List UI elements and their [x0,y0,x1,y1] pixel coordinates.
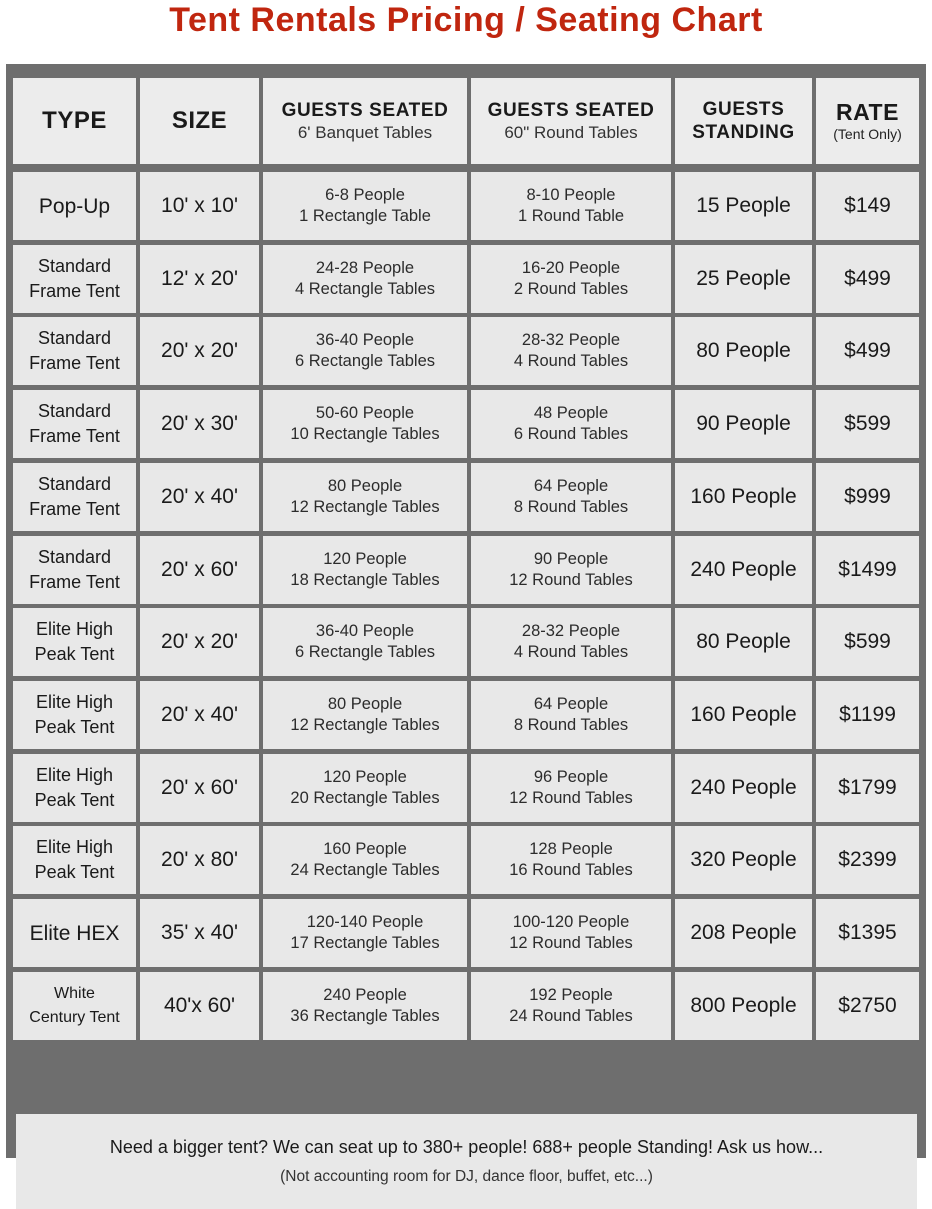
cell-size [140,899,259,967]
size-value: 10' x 10' [161,194,238,217]
footer-note-box [16,1114,917,1209]
type-line: Peak Tent [34,644,115,664]
type-line: Peak Tent [34,717,115,737]
rate-value: $499 [844,267,891,290]
header-banquet [263,78,467,164]
size-value: 20' x 60' [161,558,238,581]
cell-type [13,681,136,749]
round-line: 100-120 People [512,913,630,931]
round-line: 4 Round Tables [513,352,629,370]
cell-standing [675,317,812,385]
type-line: Standard [37,401,112,421]
banquet-line: 120 People [323,550,407,568]
footer-disclaimer: (Not accounting room for DJ, dance floor, buffet, etc...) [280,1167,653,1185]
type-line: Elite High [35,692,114,712]
round-line: 128 People [529,840,613,858]
header-standing-line1: GUESTS [702,99,785,120]
cell-round [471,826,671,894]
cell-size [140,681,259,749]
cell-standing [675,826,812,894]
round-line: 2 Round Tables [513,280,629,298]
banquet-line: 120-140 People [306,913,424,931]
cell-type [13,608,136,676]
type-line: Frame Tent [29,499,120,519]
cell-banquet [263,681,467,749]
banquet-line: 6-8 People [325,186,405,204]
cell-standing [675,245,812,313]
type-line: Standard [37,474,112,494]
size-value: 20' x 60' [161,776,238,799]
round-line: 12 Round Tables [509,571,633,589]
banquet-line: 80 People [327,695,403,713]
standing-value: 160 People [690,703,797,726]
banquet-line: 4 Rectangle Tables [294,280,436,298]
cell-type [13,463,136,531]
banquet-line: 12 Rectangle Tables [290,716,440,734]
size-value: 20' x 40' [161,703,238,726]
cell-type [13,972,136,1040]
round-line: 16-20 People [521,259,621,277]
round-line: 48 People [533,404,609,422]
cell-size [140,536,259,604]
header-type-label: TYPE [42,107,107,134]
banquet-line: 240 People [323,986,407,1004]
size-value: 20' x 40' [161,485,238,508]
banquet-line: 24 Rectangle Tables [290,861,440,879]
cell-size [140,463,259,531]
banquet-line: 20 Rectangle Tables [290,789,440,807]
header-rate-sub: (Tent Only) [833,126,902,142]
cell-standing [675,899,812,967]
cell-rate [816,536,919,604]
cell-round [471,463,671,531]
banquet-line: 80 People [327,477,403,495]
banquet-line: 1 Rectangle Table [299,207,431,225]
banquet-line: 12 Rectangle Tables [290,498,440,516]
cell-size [140,245,259,313]
cell-size [140,317,259,385]
cell-type [13,245,136,313]
standing-value: 240 People [690,558,797,581]
header-round [471,78,671,164]
cell-standing [675,754,812,822]
cell-round [471,245,671,313]
round-line: 8 Round Tables [513,498,629,516]
size-value: 20' x 30' [161,412,238,435]
cell-rate [816,899,919,967]
type-line: Elite High [35,765,114,785]
rate-value: $599 [844,412,891,435]
type-line: Standard [37,328,112,348]
type-line: Peak Tent [34,790,115,810]
cell-type [13,899,136,967]
standing-value: 320 People [690,848,797,871]
round-line: 16 Round Tables [509,861,633,879]
standing-value: 25 People [696,267,791,290]
round-line: 6 Round Tables [513,425,629,443]
cell-rate [816,245,919,313]
cell-banquet [263,172,467,240]
cell-size [140,172,259,240]
cell-round [471,317,671,385]
type-line: White [54,985,95,1002]
cell-round [471,899,671,967]
cell-rate [816,608,919,676]
rate-value: $149 [844,194,891,217]
round-line: 12 Round Tables [509,789,633,807]
cell-type [13,754,136,822]
type-line: Frame Tent [29,426,120,446]
rate-value: $999 [844,485,891,508]
cell-rate [816,463,919,531]
banquet-line: 36-40 People [315,622,415,640]
round-line: 12 Round Tables [509,934,633,952]
header-type [13,78,136,164]
round-line: 90 People [533,550,609,568]
standing-value: 240 People [690,776,797,799]
banquet-line: 17 Rectangle Tables [290,934,440,952]
type-line: Frame Tent [29,281,120,301]
type-line: Standard [37,256,112,276]
banquet-line: 24-28 People [315,259,415,277]
type-line: Century Tent [29,1009,120,1026]
cell-type [13,172,136,240]
footer-main-text: Need a bigger tent? We can seat up to 380+ people! 688+ people Standing! Ask us how... [109,1136,824,1157]
standing-value: 90 People [696,412,791,435]
cell-rate [816,172,919,240]
header-standing [675,78,812,164]
type-line: Elite HEX [29,921,120,945]
cell-size [140,390,259,458]
rate-value: $1499 [838,558,897,581]
banquet-line: 120 People [323,768,407,786]
rate-value: $599 [844,630,891,653]
size-value: 20' x 20' [161,630,238,653]
header-rate-title: RATE [836,99,899,125]
type-line: Frame Tent [29,572,120,592]
size-value: 12' x 20' [161,267,238,290]
cell-round [471,390,671,458]
cell-size [140,608,259,676]
standing-value: 80 People [696,339,791,362]
cell-rate [816,681,919,749]
header-banquet-sub: 6' Banquet Tables [297,123,433,142]
rate-value: $2750 [838,994,897,1017]
standing-value: 80 People [696,630,791,653]
header-standing-line2: STANDING [692,122,795,143]
rate-value: $1799 [838,776,897,799]
header-rate [816,78,919,164]
cell-size [140,972,259,1040]
cell-rate [816,754,919,822]
type-line: Pop-Up [38,194,111,218]
round-line: 8 Round Tables [513,716,629,734]
type-line: Frame Tent [29,353,120,373]
cell-round [471,172,671,240]
cell-banquet [263,899,467,967]
round-line: 28-32 People [521,622,621,640]
rate-value: $1199 [839,703,896,726]
standing-value: 800 People [690,994,797,1017]
cell-round [471,754,671,822]
cell-banquet [263,536,467,604]
banquet-line: 18 Rectangle Tables [290,571,440,589]
round-line: 96 People [533,768,609,786]
round-line: 28-32 People [521,331,621,349]
round-line: 1 Round Table [517,207,625,225]
cell-round [471,681,671,749]
cell-standing [675,608,812,676]
size-value: 20' x 80' [161,848,238,871]
cell-standing [675,172,812,240]
rate-value: $1395 [838,921,897,944]
standing-value: 15 People [696,194,791,217]
banquet-line: 6 Rectangle Tables [294,643,436,661]
header-size-label: SIZE [171,107,228,134]
round-line: 192 People [529,986,613,1004]
cell-rate [816,972,919,1040]
size-value: 40'x 60' [163,994,236,1017]
cell-type [13,536,136,604]
round-line: 64 People [533,477,609,495]
round-line: 8-10 People [526,186,616,204]
round-line: 24 Round Tables [509,1007,633,1025]
page-title: Tent Rentals Pricing / Seating Chart [169,1,763,39]
cell-rate [816,826,919,894]
cell-standing [675,681,812,749]
cell-banquet [263,317,467,385]
banquet-line: 36-40 People [315,331,415,349]
cell-banquet [263,463,467,531]
size-value: 20' x 20' [161,339,238,362]
round-line: 64 People [533,695,609,713]
standing-value: 208 People [690,921,797,944]
cell-banquet [263,754,467,822]
cell-banquet [263,826,467,894]
cell-size [140,754,259,822]
cell-round [471,972,671,1040]
banquet-line: 6 Rectangle Tables [294,352,436,370]
cell-banquet [263,972,467,1040]
round-line: 4 Round Tables [513,643,629,661]
rate-value: $499 [844,339,891,362]
cell-banquet [263,245,467,313]
type-line: Peak Tent [34,862,115,882]
header-round-sub: 60" Round Tables [504,123,638,142]
header-round-title: GUESTS SEATED [487,100,655,121]
pricing-table [6,64,926,1185]
cell-type [13,826,136,894]
banquet-line: 160 People [323,840,407,858]
cell-type [13,317,136,385]
cell-standing [675,972,812,1040]
banquet-line: 50-60 People [315,404,415,422]
banquet-line: 36 Rectangle Tables [290,1007,440,1025]
header-banquet-title: GUESTS SEATED [281,100,449,121]
cell-banquet [263,608,467,676]
cell-rate [816,390,919,458]
cell-rate [816,317,919,385]
cell-round [471,608,671,676]
cell-standing [675,536,812,604]
cell-round [471,536,671,604]
standing-value: 160 People [690,485,797,508]
cell-standing [675,463,812,531]
cell-banquet [263,390,467,458]
rate-value: $2399 [838,848,897,871]
type-line: Elite High [35,619,114,639]
header-size [140,78,259,164]
type-line: Standard [37,547,112,567]
cell-size [140,826,259,894]
banquet-line: 10 Rectangle Tables [290,425,440,443]
cell-standing [675,390,812,458]
type-line: Elite High [35,837,114,857]
size-value: 35' x 40' [161,921,238,944]
cell-type [13,390,136,458]
